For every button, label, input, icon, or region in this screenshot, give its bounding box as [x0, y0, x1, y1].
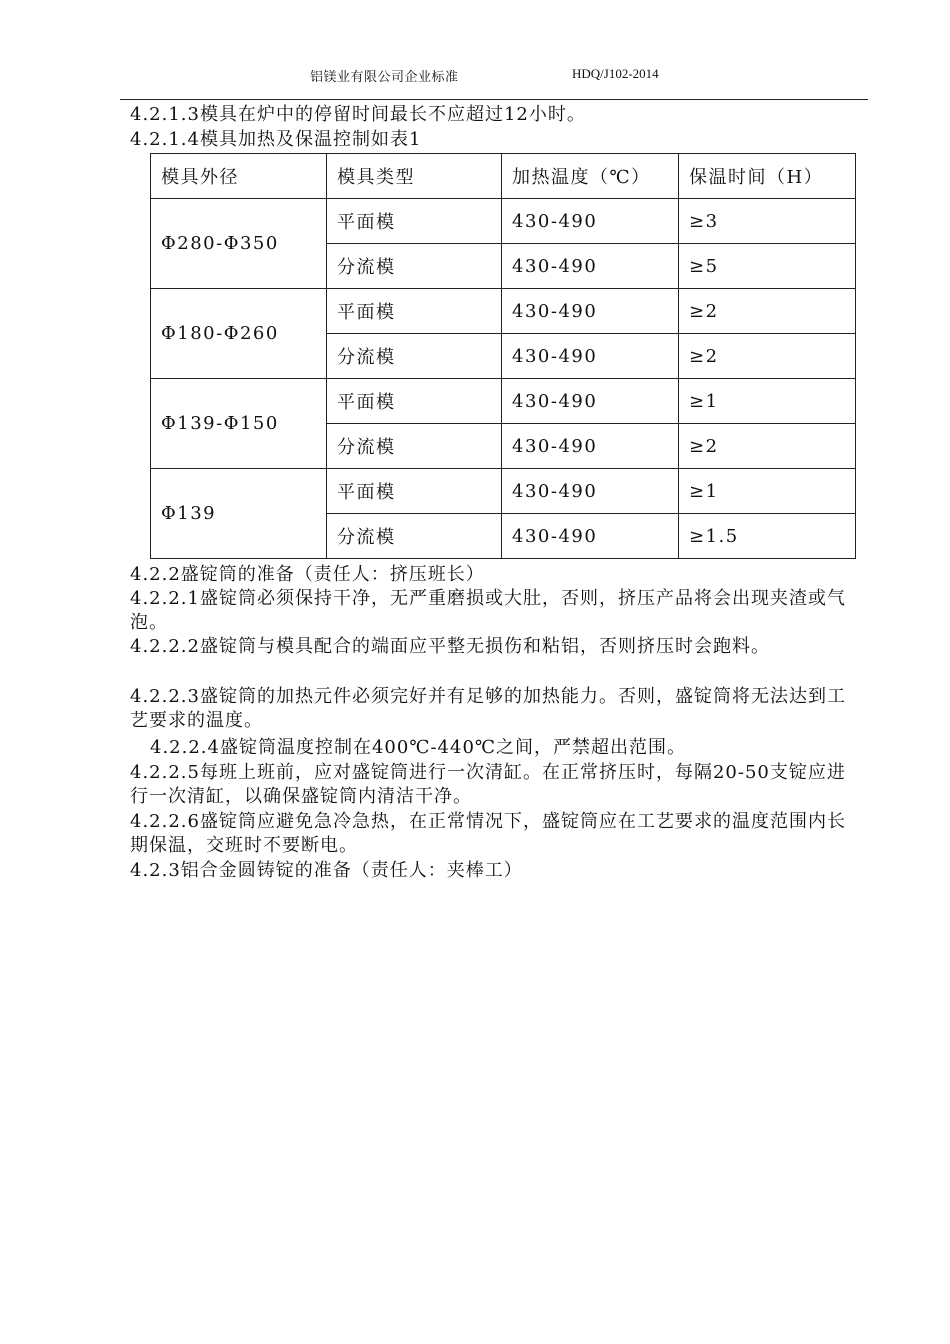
diameter-cell: Φ139-Φ150	[151, 379, 327, 469]
clause-4-2-2-3: 4.2.2.3盛锭筒的加热元件必须完好并有足够的加热能力。否则，盛锭筒将无法达到工艺要求的温度。	[130, 686, 846, 731]
type-cell: 分流模	[327, 244, 502, 289]
section-4-2-3-heading: 4.2.3铝合金圆铸锭的准备（责任人：夹棒工）	[130, 860, 523, 881]
type-cell: 分流模	[327, 334, 502, 379]
temperature-cell: 430-490	[502, 244, 679, 289]
header-cell-temperature: 加热温度（℃）	[502, 154, 679, 199]
clause-4-2-2-1: 4.2.2.1盛锭筒必须保持干净，无严重磨损或大肚，否则，挤压产品将会出现夹渣或气泡。	[130, 588, 846, 633]
hold-time-cell: ≥1	[679, 469, 856, 514]
clause-4-2-1-4: 4.2.1.4模具加热及保温控制如表1	[130, 129, 422, 150]
type-cell: 分流模	[327, 514, 502, 559]
hold-time-cell: ≥1	[679, 379, 856, 424]
diameter-cell: Φ180-Φ260	[151, 289, 327, 379]
header-cell-type: 模具类型	[327, 154, 502, 199]
company-standard-title: 铝镁业有限公司企业标准	[310, 70, 459, 85]
clause-4-2-2-5: 4.2.2.5每班上班前，应对盛锭筒进行一次清缸。在正常挤压时，每隔20-50支锭应进行一次清缸，以确保盛锭筒内清洁干净。	[130, 762, 846, 807]
clause-4-2-2-2: 4.2.2.2盛锭筒与模具配合的端面应平整无损伤和粘铝，否则挤压时会跑料。	[130, 636, 770, 657]
diameter-cell: Φ280-Φ350	[151, 199, 327, 289]
temperature-cell: 430-490	[502, 514, 679, 559]
page-header	[0, 66, 950, 86]
header-rule	[120, 99, 868, 100]
type-cell: 平面模	[327, 289, 502, 334]
type-cell: 平面模	[327, 199, 502, 244]
table-row	[151, 379, 856, 424]
clause-4-2-2-4: 4.2.2.4盛锭筒温度控制在400℃-440℃之间，严禁超出范围。	[150, 737, 687, 758]
table-row	[151, 289, 856, 334]
header-cell-hold-time: 保温时间（H）	[679, 154, 856, 199]
header-cell-diameter: 模具外径	[151, 154, 327, 199]
temperature-cell: 430-490	[502, 424, 679, 469]
diameter-cell: Φ139	[151, 469, 327, 559]
hold-time-cell: ≥3	[679, 199, 856, 244]
hold-time-cell: ≥2	[679, 289, 856, 334]
clause-4-2-2-6: 4.2.2.6盛锭筒应避免急冷急热，在正常情况下，盛锭筒应在工艺要求的温度范围内长期保温，交班时不要断电。	[130, 811, 846, 856]
temperature-cell: 430-490	[502, 379, 679, 424]
type-cell: 平面模	[327, 469, 502, 514]
type-cell: 平面模	[327, 379, 502, 424]
type-cell: 分流模	[327, 424, 502, 469]
temperature-cell: 430-490	[502, 334, 679, 379]
hold-time-cell: ≥1.5	[679, 514, 856, 559]
mold-heating-table	[150, 153, 856, 559]
hold-time-cell: ≥2	[679, 334, 856, 379]
table-row	[151, 469, 856, 514]
document-code: HDQ/J102-2014	[572, 66, 659, 81]
table-row	[151, 199, 856, 244]
hold-time-cell: ≥2	[679, 424, 856, 469]
section-4-2-2-heading: 4.2.2盛锭筒的准备（责任人：挤压班长）	[130, 564, 485, 585]
clause-4-2-1-3: 4.2.1.3模具在炉中的停留时间最长不应超过12小时。	[130, 104, 586, 125]
temperature-cell: 430-490	[502, 199, 679, 244]
temperature-cell: 430-490	[502, 469, 679, 514]
temperature-cell: 430-490	[502, 289, 679, 334]
hold-time-cell: ≥5	[679, 244, 856, 289]
table-header-row	[151, 154, 856, 199]
